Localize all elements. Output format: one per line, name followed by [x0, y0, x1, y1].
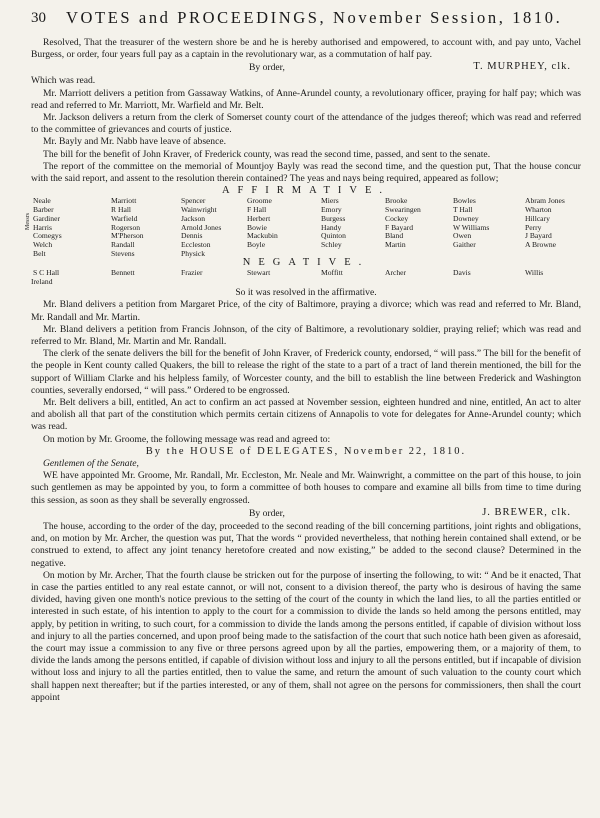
voter-name: F Hall [247, 205, 267, 215]
voter-name: Handy [321, 222, 342, 232]
paragraph: Mr. Jackson delivers a return from the clerk of Somerset county court of the attendance of the judges thereof; which was read and referred to the committee of grievances and courts of justice. [31, 112, 581, 136]
voter-name: Frazier [181, 268, 203, 278]
paragraph: Mr. Bland delivers a petition from Margaret Price, of the city of Baltimore, praying a divorce; which was read and referred to Mr. Bland, Mr. Randall and Mr. Martin. [31, 299, 581, 323]
paragraph: Mr. Bayly and Mr. Nabb have leave of absence. [43, 136, 227, 148]
order-signature-brewer [31, 507, 581, 521]
voter-name: Arnold Jones [181, 222, 222, 232]
voter-name: Eccleston [181, 240, 211, 250]
page-header [31, 8, 576, 32]
voter-name: Hillcary [525, 213, 550, 223]
voter-name: Bennett [111, 268, 135, 278]
voter-name: Mackubin [247, 231, 278, 241]
voter-name: Barber [33, 205, 54, 215]
voter-name: Wharton [525, 205, 552, 215]
voter-name: Downey [453, 213, 479, 223]
page-body [25, 37, 581, 704]
vote-column [321, 197, 346, 250]
negative-heading: NEGATIVE. [242, 257, 370, 269]
voter-name: Comegys [33, 231, 62, 241]
by-order-label: By order, [249, 507, 285, 519]
vote-result: So it was resolved in the affirmative. [235, 287, 377, 299]
negative-vote-list [31, 269, 581, 278]
voter-name: Welch [33, 240, 53, 250]
by-order-label: By order, [249, 62, 285, 74]
message-body: WE have appointed Mr. Groome, Mr. Randall, Mr. Eccleston, Mr. Neale and Mr. Wainwright, a committee on the part of this house, to join such gentlemen as may be appointed by you, to form a committee of both houses to compare and examine all bills from time to time during this session, as soon as they shall be severally engrossed. [31, 470, 581, 506]
vote-column [181, 197, 221, 259]
voter-name: Stewart [247, 268, 271, 278]
voter-name: Cockey [385, 213, 409, 223]
voter-name: R Hall [111, 205, 132, 215]
voter-name: Quinton [321, 231, 346, 241]
voter-name: Owen [453, 231, 472, 241]
paragraph: Mr. Bland delivers a petition from Francis Johnson, of the city of Baltimore, a revolutionary soldier, praying relief; which was read and referred to Mr. Bland, Mr. Martin and Mr. Randall. [31, 323, 581, 348]
voter-name: Perry [525, 222, 542, 232]
vote-column [33, 197, 62, 259]
voter-name: Herbert [247, 213, 271, 223]
voter-name: M'Pherson [111, 231, 144, 241]
vote-column [247, 197, 278, 250]
vote-column [385, 197, 421, 250]
voter-name: Willis [525, 268, 544, 278]
voter-name: Warfield [111, 213, 138, 223]
voter-name: Abram Jones [525, 196, 565, 206]
voter-name: Spencer [181, 196, 206, 206]
paragraph: On motion by Mr. Archer, That the fourth clause be stricken out for the purpose of inserting the following, to wit: “ And be it enacted, That in case the parties entitled to any real estate cannot, or will not, consent to a division thereof, the party who is desirous of having the same divided, having given one month's notice previous to the setting of the court of the county in which the land lies, to all the parties entitled or interested in such estate, of his intention to apply to the court for a commission to divide the lands so held among the persons entitled, may apply, by petition in writing, to such court, for a commission to divide the lands among the persons entitled, if capable of division without loss and injury to all the parties concerned, and upon proof being made to the satisfaction of the court that such notice hath been given as aforesaid, the court may issue a commission to any five or three persons agreed upon by all the parties, empowering them, or a majority of them, to divide the lands among the persons entitled, if capable of division without loss and injury to all the persons entitled, but if incapable of division without loss and injury to all the parties entitled, then to value the same, and return the amount of such valuation to the county court which shall happen next thereafter; but if the parties interested, or any of them, shall not agree on the persons for commissioners, then shall the court appoint [31, 569, 581, 703]
voter-name: Archer [385, 268, 407, 278]
affirmative-heading: AFFIRMATIVE. [221, 185, 391, 197]
clerk-signature: T. MURPHEY, clk. [473, 61, 571, 73]
voter-name: Stevens [111, 249, 135, 259]
voter-name: Jackson [181, 213, 206, 223]
paragraph: On motion by Mr. Groome, the following message was read and agreed to: [43, 433, 331, 445]
voter-name: Moffitt [321, 268, 343, 278]
voter-name: Miers [321, 196, 339, 206]
voter-name: Burgess [321, 213, 346, 223]
clerk-signature: J. BREWER, clk. [482, 506, 571, 518]
voter-name: S C Hall [33, 268, 60, 278]
messrs-margin-label: Messrs [25, 213, 31, 231]
voter-name: Gaither [453, 240, 476, 250]
voter-name: A Browne [525, 240, 557, 250]
voter-name: W Williams [453, 222, 490, 232]
message-dateline: By the HOUSE of DELEGATES, November 22, 1810. [145, 445, 467, 457]
running-title: VOTES and PROCEEDINGS, November Session, 1810. [66, 8, 563, 27]
voter-name: Neale [33, 196, 51, 206]
voter-name: Physick [181, 249, 206, 259]
message-salutation: Gentlemen of the Senate, [43, 458, 139, 470]
voter-name: Gardiner [33, 213, 60, 223]
paragraph: The bill for the benefit of John Kraver, of Frederick county, was read the second time, passed, and sent to the senate. [43, 148, 491, 160]
voter-name: Schley [321, 240, 342, 250]
voter-name: Harris [33, 222, 52, 232]
voter-name: Martin [385, 240, 406, 250]
voter-name: Rogerson [111, 222, 141, 232]
voter-name: Ireland [31, 277, 53, 287]
voter-name: Groome [247, 196, 272, 206]
voter-name: J Bayard [525, 231, 552, 241]
voter-name: F Bayard [385, 222, 414, 232]
voter-name: Bowles [453, 196, 476, 206]
voter-name: Swearingen [385, 205, 421, 215]
affirmative-vote-list [25, 196, 581, 259]
voter-name: Dennis [181, 231, 203, 241]
vote-column [453, 197, 489, 250]
voter-name: Emory [321, 205, 342, 215]
page-number: 30 [31, 10, 46, 26]
order-signature-murphey [31, 61, 581, 75]
voter-name: Bland [385, 231, 404, 241]
paragraph: Which was read. [31, 75, 96, 87]
paragraph: Mr. Belt delivers a bill, entitled, An act to confirm an act passed at November session, eighteen hundred and nine, entitled, An act to alter and abolish all that part of the constitution which permits certain citizens of Annapolis to vote for delegates for Anne-Arundel county; which was read. [31, 397, 581, 433]
voter-name: Marriott [111, 196, 137, 206]
voter-name: Belt [33, 249, 46, 259]
vote-column [525, 197, 565, 250]
vote-column [111, 197, 144, 259]
paragraph: The clerk of the senate delivers the bill for the benefit of John Kraver, of Frederick county, endorsed, “ will pass.” The bill for the benefit of the people in Kent county called Quakers, the bill to release the right of the state to a part of a tract of land therein mentioned, the bill for the support of William Clarke and his helpless family, of Worcester county, and the bill to establish the line between Frederick and Washington counties, severally endorsed, “ will pass.” Ordered to be engrossed. [31, 348, 581, 396]
voter-name: T Hall [453, 205, 473, 215]
resolution-paragraph: Resolved, That the treasurer of the western shore be and he is hereby authorised and empowered, to account with, and pay unto, Vachel Burgess, or order, four years full pay as a captain in the revolutionary war, as a commutation of half pay. [31, 37, 581, 61]
voter-name: Bowie [247, 222, 267, 232]
voter-name: Randall [111, 240, 135, 250]
voter-name: Brooke [385, 196, 408, 206]
paragraph: The house, according to the order of the day, proceeded to the second reading of the bill concerning partitions, joint rights and obligations, and, on motion by Mr. Archer, the question was put, That the words “ provided nevertheless, that nothing herein contained shall extend, or be construed to extend, to affect any joint tenancy heretofore created and now existing,” be added to the second clause? Determined in the negative. [31, 520, 581, 569]
paragraph: The report of the committee on the memorial of Mountjoy Bayly was read the second time, and the question put, That the house concur with the said report, and assent to the resolution therein contained? The yeas and nays being required, appeared as follow; [31, 160, 581, 185]
voter-name: Davis [453, 268, 471, 278]
voter-name: Boyle [247, 240, 266, 250]
voter-name: Wainwright [181, 205, 217, 215]
paragraph: Mr. Marriott delivers a petition from Gassaway Watkins, of Anne-Arundel county, a revolutionary officer, praying for half pay; which was read and referred to Mr. Marriott, Mr. Warfield and Mr. Belt. [31, 87, 581, 111]
